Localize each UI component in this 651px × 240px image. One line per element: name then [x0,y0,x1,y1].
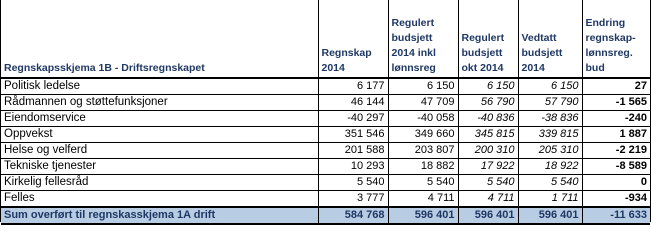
row-label: Tekniske tjenester [1,159,318,175]
cell-vedtatt: 5 540 [518,175,582,191]
cell-vedtatt: -38 836 [518,111,582,127]
cell-regulert-inkl: -40 058 [388,111,458,127]
budget-table [1,0,650,225]
table-row [1,143,650,159]
cell-regnskap: 351 546 [318,127,388,143]
cell-endring: 0 [582,175,650,191]
row-label: Felles [1,191,318,208]
cell-regulert-okt: 6 150 [458,78,518,95]
cell-regnskap: 46 144 [318,95,388,111]
header-regulert-inkl: Regulert budsjett 2014 inkl lønnsreg [388,0,458,78]
table-row [1,159,650,175]
cell-vedtatt: 57 790 [518,95,582,111]
row-label: Rådmannen og støttefunksjoner [1,95,318,111]
cell-vedtatt: 339 815 [518,127,582,143]
cell-endring: -2 219 [582,143,650,159]
sum-regnskap: 584 768 [318,207,388,224]
table-row [1,191,650,208]
table-row [1,95,650,111]
cell-regnskap: 201 588 [318,143,388,159]
cell-regulert-inkl: 18 882 [388,159,458,175]
cell-regnskap: 3 777 [318,191,388,208]
cell-regulert-inkl: 47 709 [388,95,458,111]
sum-vedtatt: 596 401 [518,207,582,224]
cell-regulert-inkl: 6 150 [388,78,458,95]
cell-regnskap: -40 297 [318,111,388,127]
header-row [1,0,650,78]
row-label: Helse og velferd [1,143,318,159]
cell-regulert-okt: 345 815 [458,127,518,143]
cell-endring: -934 [582,191,650,208]
table-row [1,78,650,95]
cell-regulert-okt: 5 540 [458,175,518,191]
cell-regulert-okt: 17 922 [458,159,518,175]
cell-endring: 27 [582,78,650,95]
cell-regulert-inkl: 5 540 [388,175,458,191]
row-label: Kirkelig fellesråd [1,175,318,191]
sum-row [1,207,650,224]
sum-endring: -11 633 [582,207,650,224]
header-regulert-okt: Regulert budsjett okt 2014 [458,0,518,78]
row-label: Eiendomservice [1,111,318,127]
sum-regulert-okt: 596 401 [458,207,518,224]
cell-vedtatt: 18 922 [518,159,582,175]
cell-regulert-okt: -40 836 [458,111,518,127]
cell-regnskap: 6 177 [318,78,388,95]
cell-endring: -240 [582,111,650,127]
row-label: Oppvekst [1,127,318,143]
cell-regulert-inkl: 349 660 [388,127,458,143]
cell-regulert-inkl: 4 711 [388,191,458,208]
header-vedtatt: Vedtatt budsjett 2014 [518,0,582,78]
cell-regnskap: 10 293 [318,159,388,175]
cell-vedtatt: 6 150 [518,78,582,95]
table-row [1,127,650,143]
header-regnskap: Regnskap 2014 [318,0,388,78]
header-title: Regnskapsskjema 1B - Driftsregnskapet [1,0,318,78]
row-label: Politisk ledelse [1,78,318,95]
header-endring: Endring regnskap-lønnsreg. bud [582,0,650,78]
cell-regulert-inkl: 203 807 [388,143,458,159]
cell-regulert-okt: 200 310 [458,143,518,159]
sum-regulert-inkl: 596 401 [388,207,458,224]
cell-regulert-okt: 56 790 [458,95,518,111]
cell-endring: 1 887 [582,127,650,143]
sum-label: Sum overført til regnskasskjema 1A drift [1,207,318,224]
table-row [1,111,650,127]
cell-endring: -8 589 [582,159,650,175]
cell-regulert-okt: 4 711 [458,191,518,208]
cell-regnskap: 5 540 [318,175,388,191]
cell-endring: -1 565 [582,95,650,111]
cell-vedtatt: 1 711 [518,191,582,208]
cell-vedtatt: 205 310 [518,143,582,159]
table-row [1,175,650,191]
